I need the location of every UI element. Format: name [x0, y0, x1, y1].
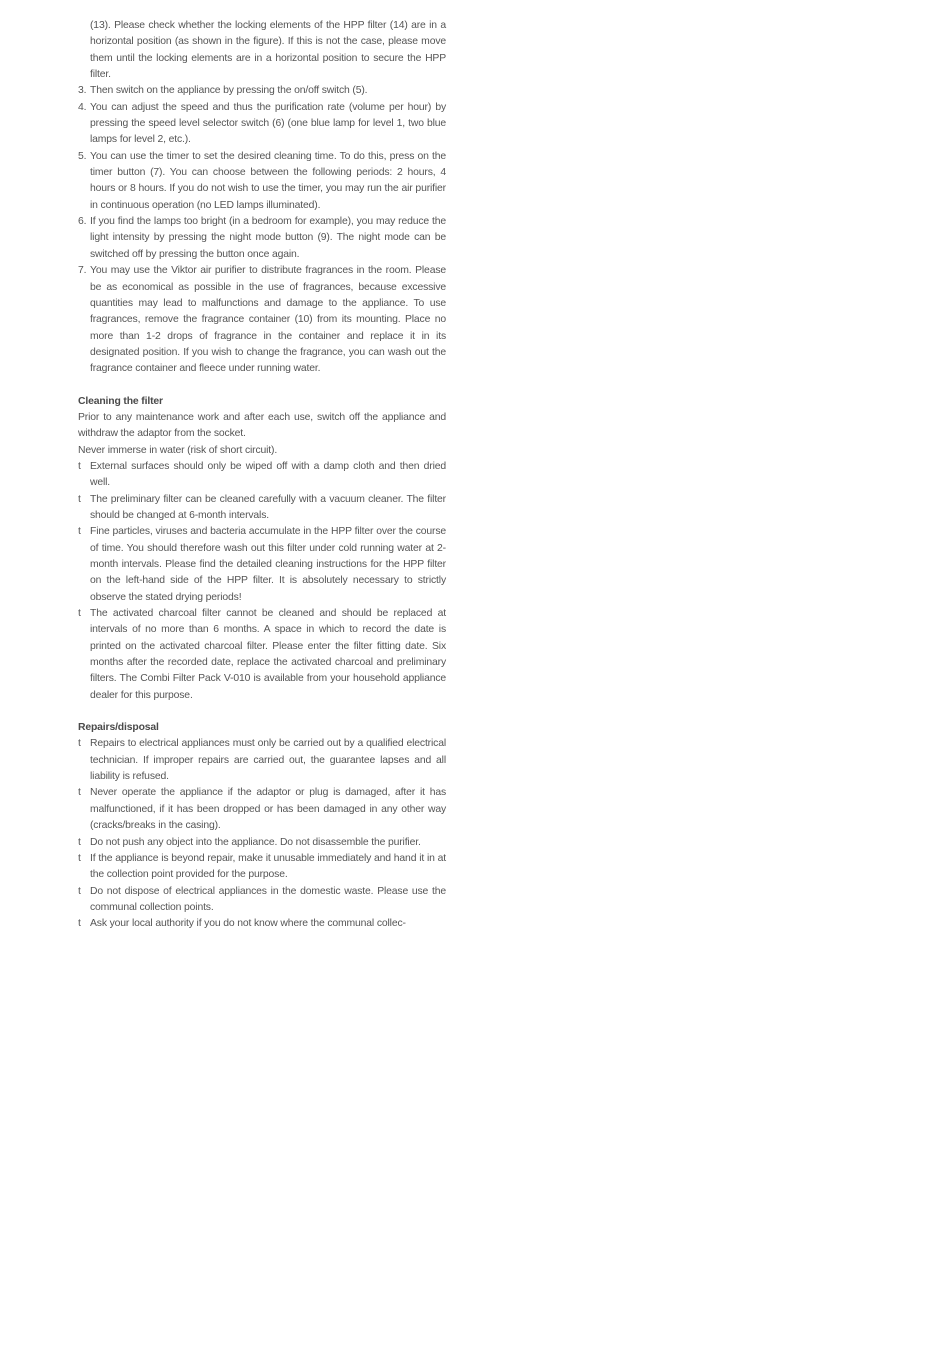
bullet-item	[78, 916, 446, 932]
bullet-item	[78, 524, 446, 606]
list-item	[78, 263, 446, 377]
bullet-marker: t	[78, 852, 81, 864]
bullet-marker: t	[78, 608, 81, 620]
list-item	[78, 214, 446, 263]
item-text: You can use the timer to set the desired cleaning time. To do this, press on the timer button (7). You can choose between the following periods: 2 hours, 4 hours or 8 hours. If you do not wish to use the timer, you may run the air purifier in continuous operation (no LED lamps illuminated).	[90, 150, 446, 211]
bullet-marker: t	[78, 787, 81, 799]
bullet-marker: t	[78, 918, 81, 930]
bullet-marker: t	[78, 885, 81, 897]
bullet-text: External surfaces should only be wiped off with a damp cloth and then dried well.	[90, 460, 446, 489]
item-number: 7.	[78, 265, 87, 277]
list-item	[78, 100, 446, 149]
item-number: 4.	[78, 101, 87, 113]
bullet-item	[78, 492, 446, 525]
bullet-item	[78, 851, 446, 884]
item-number: 6.	[78, 216, 87, 228]
item-number: 3.	[78, 85, 87, 97]
item-text: Then switch on the appliance by pressing the on/off switch (5).	[90, 85, 368, 97]
bullet-text: If the appliance is beyond repair, make it unusable immediately and hand it in at the collection point provided for the purpose.	[90, 852, 446, 881]
bullet-item	[78, 606, 446, 704]
bullet-item	[78, 736, 446, 785]
item-text: You can adjust the speed and thus the purification rate (volume per hour) by pressing the speed level selector switch (6) (one blue lamp for level 1, two blue lamps for level 2, etc.).	[90, 101, 446, 146]
bullet-text: The activated charcoal filter cannot be cleaned and should be replaced at intervals of no more than 6 months. A space in which to record the date is printed on the activated charcoal filter. Please enter the filter fitting date. Six months after the recorded date, replace the activated charcoal and preliminary filters. The Combi Filter Pack V-010 is available from your household appliance dealer for this purpose.	[90, 608, 446, 701]
list-item	[78, 149, 446, 214]
bullet-item	[78, 835, 446, 851]
item-text: You may use the Viktor air purifier to distribute fragrances in the room. Please be as economical as possible in the use of fragrances, because excessive quantities may lead to malfunctions and damage to the appliance. To use fragrances, remove the fragrance container (10) from its mounting. Place no more than 1-2 drops of fragrance in the container and replace it in its designated position. If you wish to change the fragrance, you can wash out the fragrance container and fleece under running water.	[90, 265, 446, 375]
bullet-text: The preliminary filter can be cleaned carefully with a vacuum cleaner. The filter should be changed at 6-month intervals.	[90, 493, 446, 521]
list-item	[78, 83, 446, 99]
bullet-text: Do not push any object into the appliance. Do not disassemble the purifier.	[90, 836, 421, 848]
bullet-text: Do not dispose of electrical appliances in the domestic waste. Please use the communal collection points.	[90, 885, 446, 913]
item-text: (13). Please check whether the locking elements of the HPP filter (14) are in a horizontal position (as shown in the figure). If this is not the case, please move them until the locking elements are in a horizontal position to secure the HPP filter.	[90, 20, 446, 81]
document-page	[78, 18, 446, 933]
bullet-item	[78, 459, 446, 492]
cleaning-bullet-list	[78, 459, 446, 704]
section-heading-cleaning: Cleaning the filter	[78, 395, 163, 407]
bullet-marker: t	[78, 460, 81, 472]
item-number: 5.	[78, 150, 87, 162]
repairs-bullet-list	[78, 736, 446, 932]
bullet-text: Never operate the appliance if the adaptor or plug is damaged, after it has malfunctioned, if it has been dropped or has been damaged in any other way (cracks/breaks in the casing).	[90, 787, 446, 832]
bullet-marker: t	[78, 836, 81, 848]
bullet-text: Ask your local authority if you do not know where the communal collec-	[90, 918, 406, 930]
list-item	[78, 18, 446, 83]
item-text: If you find the lamps too bright (in a bedroom for example), you may reduce the light intensity by pressing the night mode button (9). The night mode can be switched off by pressing the button once again.	[90, 216, 446, 260]
bullet-text: Fine particles, viruses and bacteria accumulate in the HPP filter over the course of time. You should therefore wash out this filter under cold running water at 2-month intervals. Please find the detailed cleaning instructions for the HPP filter on the left-hand side of the HPP filter. It is absolutely necessary to strictly observe the stated drying periods!	[90, 526, 446, 603]
bullet-marker: t	[78, 526, 81, 538]
cleaning-intro: Prior to any maintenance work and after each use, switch off the appliance and withdraw the adaptor from the socket.	[78, 411, 446, 440]
bullet-item	[78, 785, 446, 834]
cleaning-warning: Never immerse in water (risk of short circuit).	[78, 444, 278, 456]
bullet-text: Repairs to electrical appliances must only be carried out by a qualified electrical technician. If improper repairs are carried out, the guarantee lapses and all liability is refused.	[90, 738, 446, 783]
section-heading-repairs: Repairs/disposal	[78, 722, 159, 734]
bullet-marker: t	[78, 493, 81, 505]
bullet-item	[78, 884, 446, 917]
numbered-list	[78, 18, 446, 378]
bullet-marker: t	[78, 738, 81, 750]
